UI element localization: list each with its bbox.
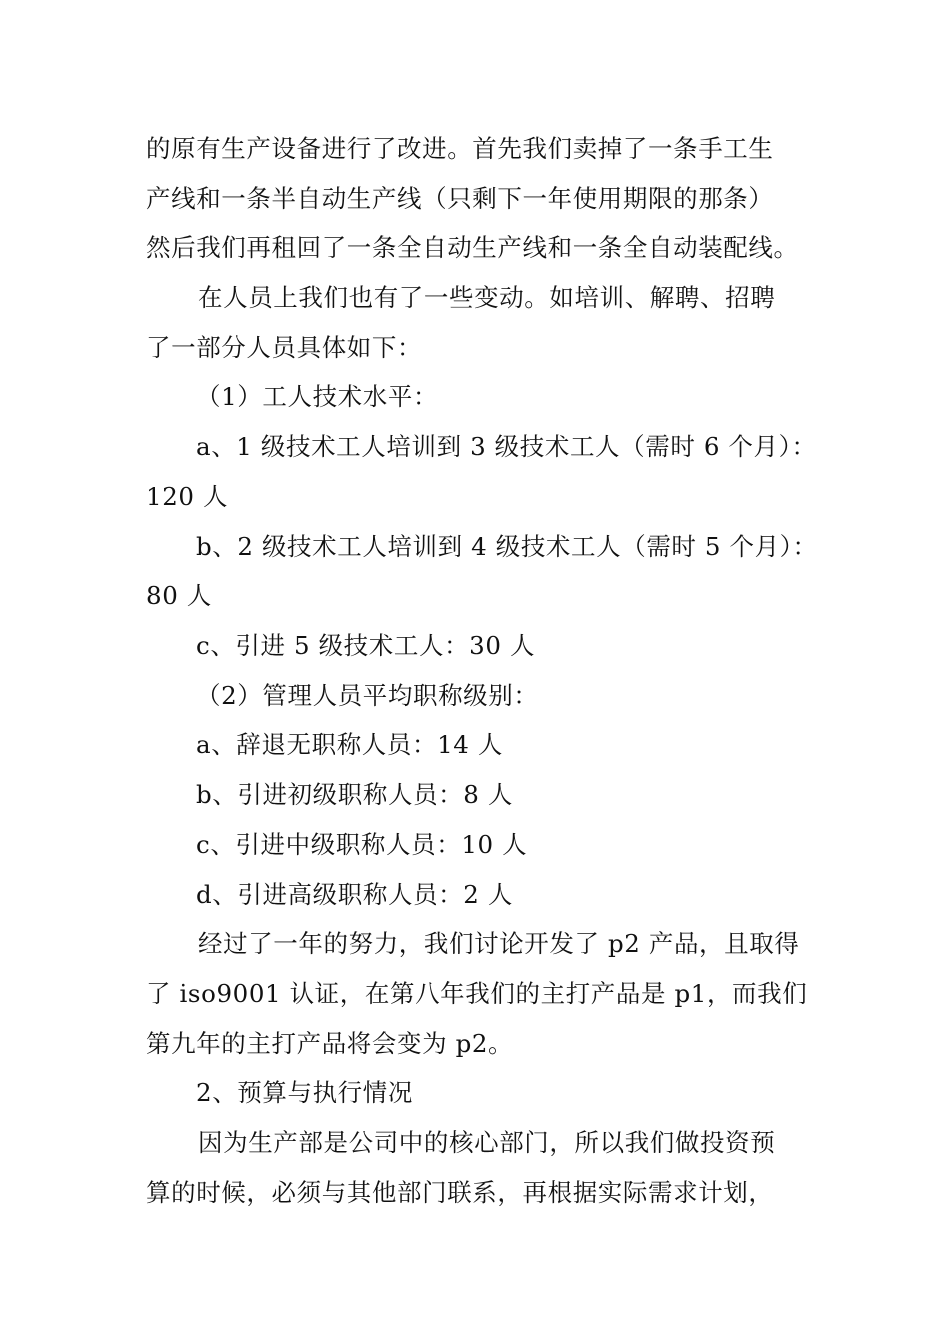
list-item-continuation: 80 人 <box>146 581 212 610</box>
paragraph-line: 算的时候，必须与其他部门联系，再根据实际需求计划， <box>146 1178 774 1207</box>
list-item: b、2 级技术工人培训到 4 级技术工人（需时 5 个月）： <box>196 532 818 561</box>
paragraph-line: 然后我们再租回了一条全自动生产线和一条全自动装配线。 <box>146 233 799 262</box>
paragraph-line: 在人员上我们也有了一些变动。如培训、解聘、招聘 <box>198 283 776 312</box>
list-item: c、引进中级职称人员：10 人 <box>196 830 528 859</box>
paragraph-line: 经过了一年的努力，我们讨论开发了 p2 产品，且取得 <box>198 929 800 958</box>
paragraph-line: 了 iso9001 认证，在第八年我们的主打产品是 p1，而我们 <box>146 979 808 1008</box>
paragraph-line: 产线和一条半自动生产线（只剩下一年使用期限的那条） <box>146 184 774 213</box>
paragraph-line: 了一部分人员具体如下： <box>146 333 423 362</box>
list-item: a、1 级技术工人培训到 3 级技术工人（需时 6 个月）： <box>196 432 817 461</box>
list-heading: （1）工人技术水平： <box>196 382 439 411</box>
list-item: a、辞退无职称人员：14 人 <box>196 730 503 759</box>
paragraph-line: 的原有生产设备进行了改进。首先我们卖掉了一条手工生 <box>146 134 774 163</box>
list-item: c、引进 5 级技术工人：30 人 <box>196 631 536 660</box>
section-heading: 2、预算与执行情况 <box>196 1078 413 1107</box>
paragraph-line: 因为生产部是公司中的核心部门，所以我们做投资预 <box>198 1128 776 1157</box>
list-item: b、引进初级职称人员：8 人 <box>196 780 513 809</box>
paragraph-line: 第九年的主打产品将会变为 p2。 <box>146 1029 514 1058</box>
list-heading: （2）管理人员平均职称级别： <box>196 681 539 710</box>
list-item: d、引进高级职称人员：2 人 <box>196 880 513 909</box>
list-item-continuation: 120 人 <box>146 482 229 511</box>
